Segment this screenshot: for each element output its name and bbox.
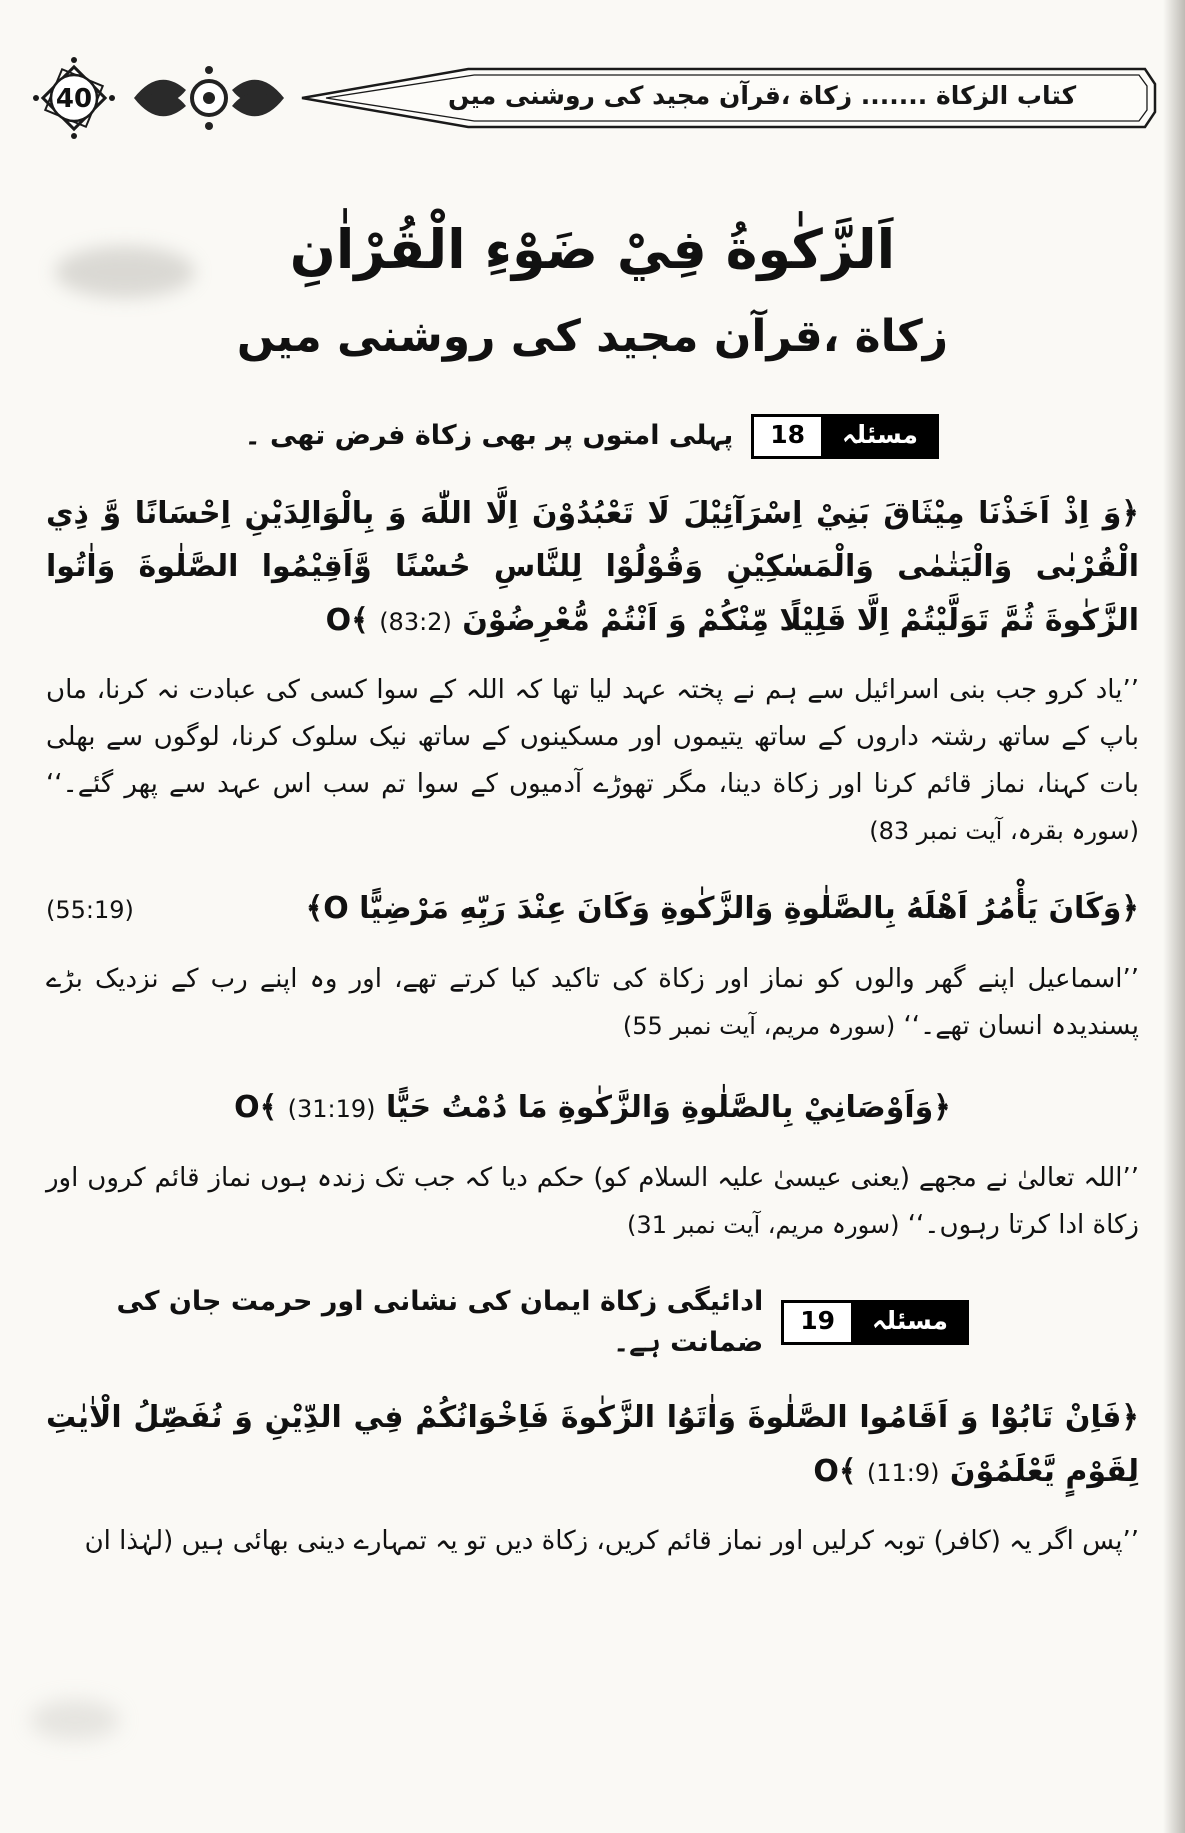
header-title: کتاب الزکاة ....... زکاة ،قرآن مجید کی روشنی میں: [448, 80, 1077, 110]
main-title-urdu: زکاة ،قرآن مجید کی روشنی میں: [236, 311, 949, 362]
translation-source: (سورہ بقرہ، آیت نمبر 83): [869, 816, 1139, 845]
translation-text: ’’اللہ تعالیٰ نے مجھے (یعنی عیسیٰ علیہ السلام کو) حکم دیا کہ جب تک زندہ ہوں نماز قائم کروں اور زکاة ادا کرتا رہوں۔‘‘: [46, 1162, 1139, 1240]
masala-19-heading: ادائیگی زکاة ایمان کی نشانی اور حرمت جان کی ضمانت ہے۔: [116, 1286, 764, 1358]
translation-2-83: [46, 667, 1139, 854]
verse-reference: (55:19): [46, 896, 134, 925]
title-block: [46, 218, 1139, 362]
translation-text: ’’یاد کرو جب بنی اسرائیل سے ہم نے پختہ عہد لیا تھا کہ اللہ کے سوا کسی کی عبادت نہ کرنا، ماں باپ کے ساتھ رشتہ داروں کے ساتھ یتیموں اور مسکینوں کے ساتھ نیک سلوک کرنا، لوگوں سے بھلی بات کہنا، نماز قائم کرنا اور زکاة دینا، مگر تھوڑے آدمیوں کے سوا تم سب اس عہد سے پھر گئے۔‘‘: [46, 675, 1139, 799]
page-content: [46, 218, 1139, 1565]
verse-reference: (83:2): [379, 607, 452, 636]
page-edge-shading: [1163, 0, 1185, 1833]
page-number-badge: [26, 50, 122, 146]
masala-18-marker: [751, 414, 939, 459]
verse-text: ﴿وَكَانَ يَأْمُرُ اَهْلَهُ بِالصَّلٰوةِ وَالزَّكٰوةِ وَكَانَ عِنْدَ رَبِّهِ مَرْضِيًّا O﴾: [305, 891, 1139, 927]
translation-9-11-partial: [46, 1518, 1139, 1565]
translation-source: (سورہ مریم، آیت نمبر 55): [622, 1011, 896, 1040]
quran-verse-9-11: [46, 1391, 1139, 1498]
scan-smudge-bottom: [30, 1700, 120, 1740]
masala-18-heading: پہلی امتوں پر بھی زکاة فرض تھی ۔: [244, 420, 734, 452]
header-ornament: [124, 58, 294, 138]
quran-verse-2-83: [46, 487, 1139, 647]
quran-verse-19-55: [46, 882, 1139, 935]
translation-source: (سورہ مریم، آیت نمبر 31): [627, 1210, 900, 1239]
masala-number: 19: [784, 1303, 854, 1342]
translation-19-55: [46, 956, 1139, 1050]
verse-text: ﴿فَاِنْ تَابُوْا وَ اَقَامُوا الصَّلٰوةَ وَاٰتَوُا الزَّكٰوةَ فَاِخْوَانُكُمْ فِي الدِّيْنِ وَ نُفَصِّلُ الْاٰيٰتِ لِقَوْمٍ يَّعْلَمُوْنَ O﴾: [46, 1400, 1139, 1489]
quran-verse-19-31: [46, 1081, 1139, 1134]
header-banner: [298, 61, 1159, 135]
masala-18-row: [46, 414, 939, 459]
masala-label: مسئلہ: [824, 417, 936, 456]
page-number: 40: [55, 84, 93, 114]
translation-19-31: [46, 1155, 1139, 1249]
masala-19-row: [46, 1282, 969, 1363]
translation-text: ’’اسماعیل اپنے گھر والوں کو نماز اور زکاة کی تاکید کیا کرتے تھے، اور وہ اپنے رب کے نزدیک بڑے پسندیدہ انسان تھے۔‘‘: [46, 963, 1139, 1041]
verse-text: ﴿وَ اِذْ اَخَذْنَا مِيْثَاقَ بَنِيْ اِسْرَآئِيْلَ لَا تَعْبُدُوْنَ اِلَّا اللّٰهَ وَ بِالْوَالِدَيْنِ اِحْسَانًا وَّ ذِي الْقُرْبٰى وَالْيَتٰمٰى وَالْمَسٰكِيْنِ وَقُوْلُوْا لِلنَّاسِ حُسْنًا وَّاَقِيْمُوا الصَّلٰوةَ وَاٰتُوا الزَّكٰوةَ ثُمَّ تَوَلَّيْتُمْ اِلَّا قَلِيْلًا مِّنْكُمْ وَ اَنْتُمْ مُّعْرِضُوْنَ O﴾: [46, 496, 1139, 638]
translation-text: ’’پس اگر یہ (کافر) توبہ کرلیں اور نماز قائم کریں، زکاة دیں تو یہ تمہارے دینی بھائی ہیں (لہٰذا ان: [84, 1526, 1139, 1557]
verse-reference: (11:9): [866, 1458, 940, 1487]
page-header: [26, 50, 1159, 146]
main-title-arabic: اَلزَّكٰوةُ فِيْ ضَوْءِ الْقُرْاٰنِ: [289, 218, 896, 281]
verse-text: ﴿وَاَوْصَانِيْ بِالصَّلٰوةِ وَالزَّكٰوةِ مَا دُمْتُ حَيًّا O﴾: [234, 1090, 951, 1126]
masala-number: 18: [754, 417, 824, 456]
scan-smudge: [55, 246, 195, 298]
masala-label: مسئلہ: [854, 1303, 966, 1342]
verse-reference: (31:19): [287, 1095, 376, 1124]
masala-19-marker: [781, 1300, 969, 1345]
